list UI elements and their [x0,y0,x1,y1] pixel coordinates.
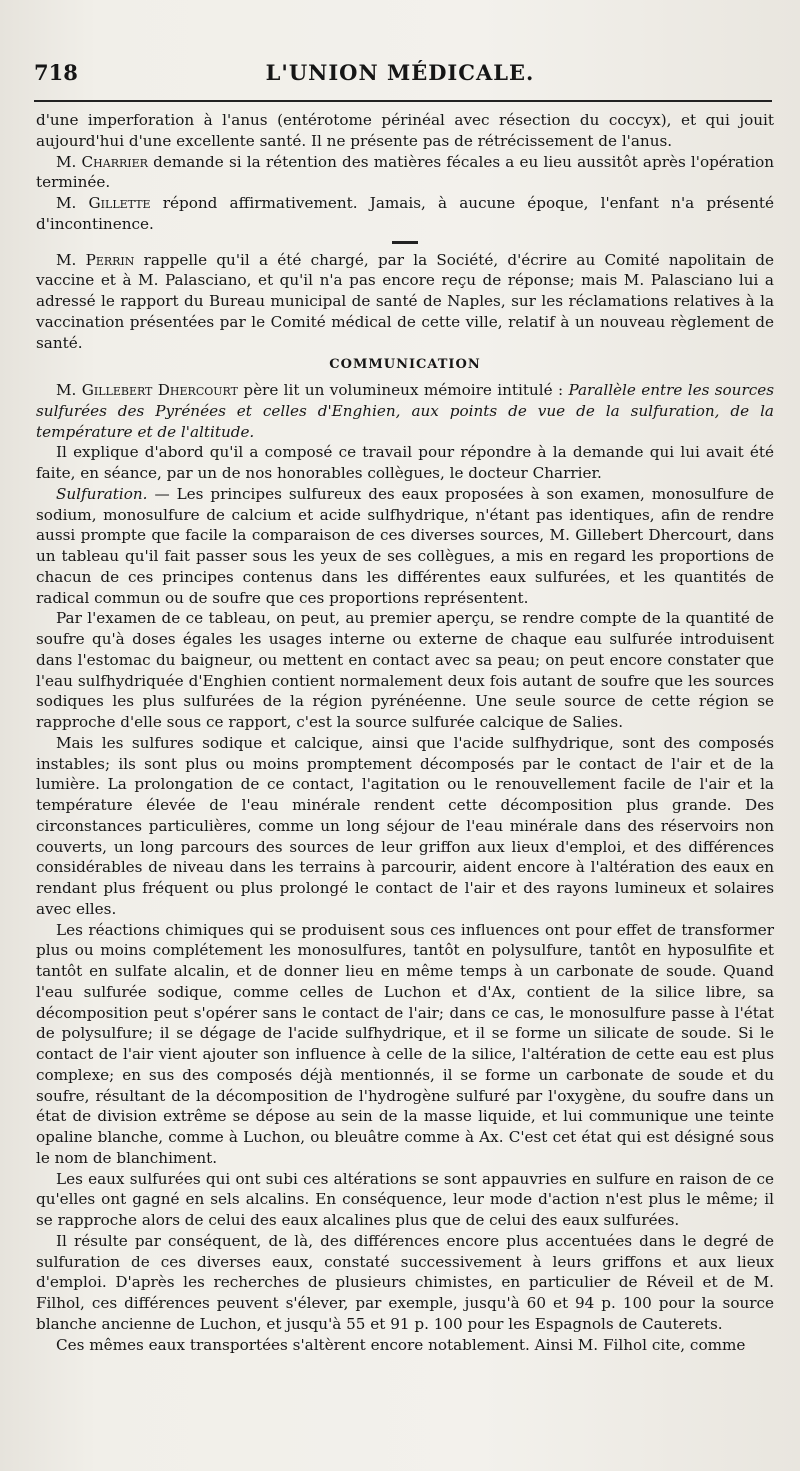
page-header [34,60,766,94]
body-paragraph: Il résulte par conséquent, de là, des différences encore plus accentuées dans le degré de sulfuration de ces diverses eaux, constaté successivement à leurs griffons et aux lieux d'emploi. D'après les recherches de plusieurs chimistes, en particulier de Réveil et de M. Filhol, ces différences peuvent s'élever, par exemple, jusqu'à 60 et 94 p. 100 pour la source blanche ancienne de Luchon, et jusqu'à 55 et 91 p. 100 pour les Espagnols de Cauterets. [36,1231,774,1333]
page-number: 718 [34,60,78,85]
speaker-name: M. Charrier [56,152,148,171]
body-paragraph: Par l'examen de ce tableau, on peut, au premier aperçu, se rendre compte de la quantité de soufre qu'à doses égales les usages interne ou externe de chaque eau sulfurée introduisent dans l'estomac du baigneur, ou mettent en contact avec sa peau; on peut encore constater que l'eau sulfhydriquée d'Enghien contient normalement deux fois autant de soufre que les sources sodiques les plus sulfurées de la région pyrénéenne. Une seule source de cette région se rapproche d'elle sous ce rapport, c'est la source sulfurée calcique de Salies. [36,609,774,731]
memoir-title: Parallèle entre les sources sulfurées des Pyrénées et celles d'Enghien, aux points de vue de la sulfuration, de la température et de l'altitude. [36,381,775,441]
section-heading: COMMUNICATION [329,357,481,373]
speaker-name: M. Perrin [56,250,135,269]
running-title: L'UNION MÉDICALE. [265,60,535,85]
paragraph-lead: Sulfuration. [56,484,148,503]
body-paragraph: Les eaux sulfurées qui ont subi ces altérations se sont appauvries en sulfure en raison de ce qu'elles ont gagné en sels alcalins. En conséquence, leur mode d'action n'est plus le même; il se rapproche alors de celui des eaux alcalines plus que de celui des eaux sulfurées. [36,1169,774,1229]
body-paragraph: Ces mêmes eaux transportées s'altèrent encore notablement. Ainsi M. Filhol cite, comme [56,1335,746,1354]
section-separator [392,241,418,244]
paragraph-gillette: M. Gillette répond affirmativement. Jamais, à aucune époque, l'enfant n'a présenté d'incontinence. [36,194,774,233]
speaker-name: M. Gillette [56,194,151,212]
paragraph-communication: M. Gillebert Dhercourt père lit un volumineux mémoire intitulé : Parallèle entre les sources sulfurées des Pyrénées et celles d'Enghien, aux points de vue de la sulfuration, de la température et de l'altitude. [36,381,775,441]
body-paragraph: Il explique d'abord qu'il a composé ce travail pour répondre à la demande qui lui avait été faite, en séance, par un de nos honorables collègues, le docteur Charrier. [36,443,774,482]
paragraph-perrin: M. Perrin rappelle qu'il a été chargé, par la Société, d'écrire au Comité napolitain de vaccine et à M. Palasciano, et qu'il n'a pas encore reçu de réponse; mais M. Palasciano lui a adressé le rapport du Bureau municipal de santé de Naples, sur les réclamations relatives à la vaccination présentées par le Comité médical de cette ville, relatif à un nouveau règlement de santé. [36,250,774,352]
body-paragraph-sulfuration: Sulfuration. — Les principes sulfureux des eaux proposées à son examen, monosulfure de sodium, monosulfure de calcium et acide sulfhydrique, n'étant pas identiques, afin de rendre aussi prompte que facile la comparaison de ces diverses sources, M. Gillebert Dhercourt, dans un tableau qu'il fait passer sous les yeux de ses collègues, a mis en regard les proportions de chacun de ces principes contenus dans les différentes eaux sulfurées, et les quantités de radical commun ou de soufre que ces proportions représentent. [36,484,774,607]
article-body [36,110,774,1355]
body-paragraph: Mais les sulfures sodique et calcique, ainsi que l'acide sulfhydrique, sont des composés instables; ils sont plus ou moins promptement décomposés par le contact de l'air et de la lumière. La prolongation de ce contact, l'agitation ou le renouvellement facile de l'air et la température élevée de l'eau minérale rendent cette décomposition plus grande. Des circonstances particulières, comme un long séjour de l'eau minérale dans des réservoirs non couverts, un long parcours des sources de leur griffon aux lieux d'emploi, et des différences considérables de niveau dans les terrains à parcourir, aident encore à l'altération des eaux en rendant plus fréquent ou plus prolongé le contact de l'air et des rayons lumineux et solaires avec elles. [36,733,774,918]
paragraph-continuation: d'une imperforation à l'anus (entérotome périnéal avec résection du coccyx), et qui jouit aujourd'hui d'une excellente santé. Il ne présente pas de rétrécissement de l'anus. [36,111,774,150]
paragraph-charrier: M. Charrier demande si la rétention des matières fécales a eu lieu aussitôt après l'opération terminée. [36,152,774,192]
body-paragraph: Les réactions chimiques qui se produisent sous ces influences ont pour effet de transformer plus ou moins complétement les monosulfures, tantôt en polysulfure, tantôt en hyposulfite et tantôt en sulfate alcalin, et de donner lieu en même temps à un carbonate de soude. Quand l'eau sulfurée sodique, comme celles de Luchon et d'Ax, contient de la silice libre, sa décomposition peut s'opérer sans le contact de l'air; dans ce cas, le monosulfure passe à l'état de polysulfure; il se dégage de l'acide sulfhydrique, et il se forme un silicate de soude. Si le contact de l'air vient ajouter son influence à celle de la silice, l'altération de cette eau est plus complexe; en sus des composés déjà mentionnés, il se forme un carbonate de soude et du soufre, résultant de la décomposition de l'hydrogène sulfuré par l'oxygène, du soufre dans un état de division extrême se dépose au sein de la masse liquide, et lui communique une teinte opaline blanche, comme à Luchon, ou bleuâtre comme à Ax. C'est cet état qui est désigné sous le nom de blanchiment. [36,920,774,1167]
header-rule [34,100,772,102]
speaker-name: M. Gillebert Dhercourt [56,381,238,399]
